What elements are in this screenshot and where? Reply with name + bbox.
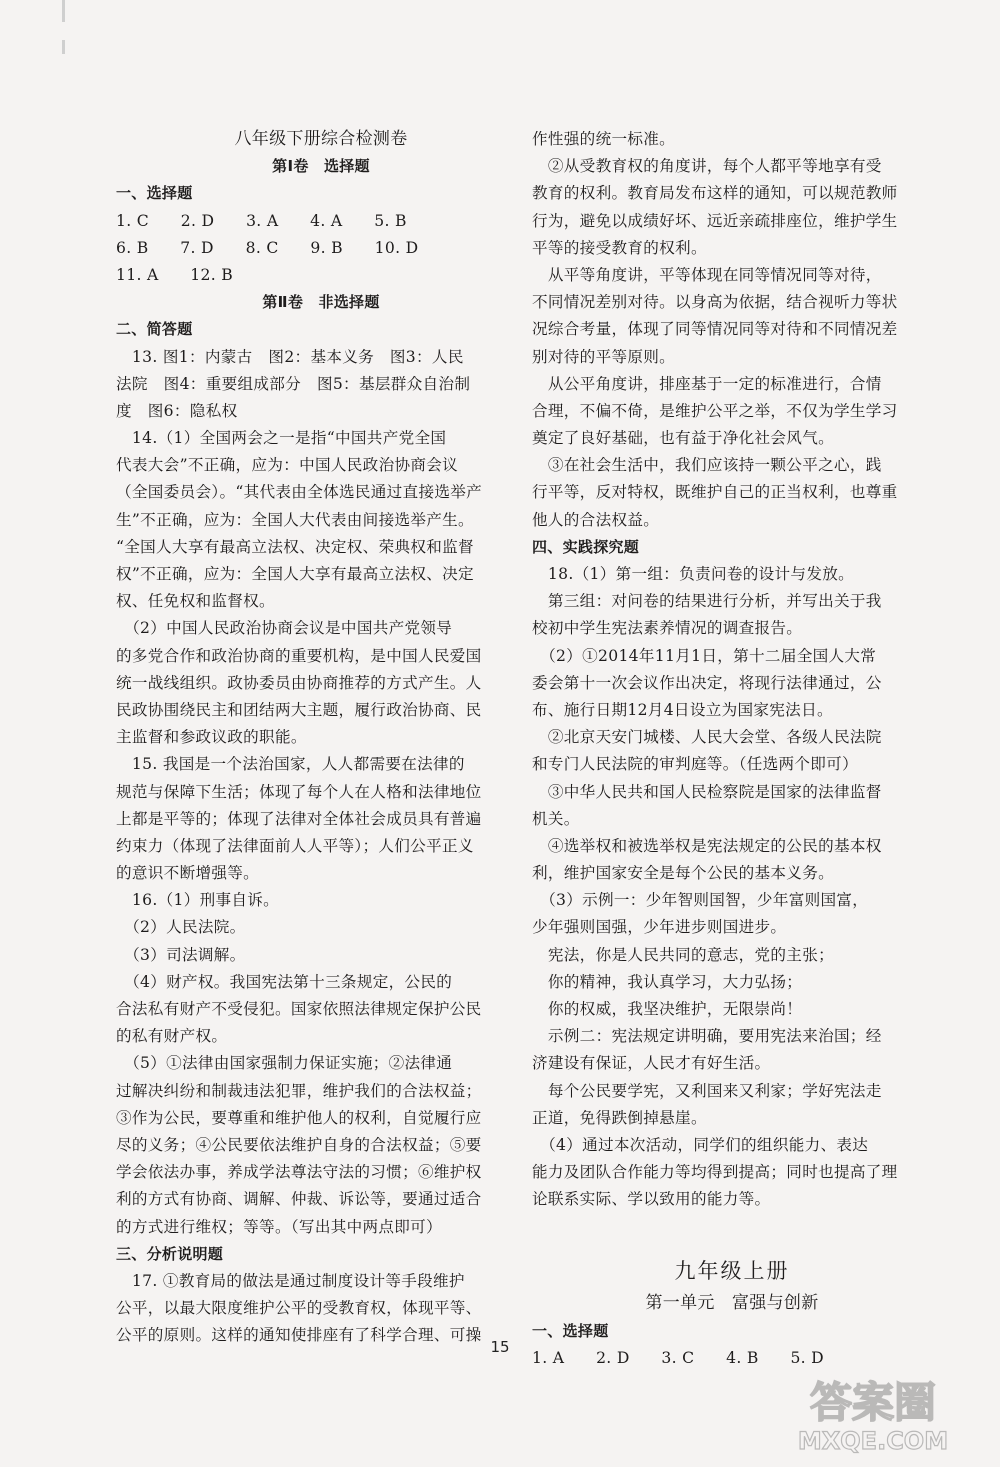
text-line: ③中华人民共和国人民检察院是国家的法律监督 xyxy=(532,782,882,801)
text-line: 主监督和参政议政的职能。 xyxy=(116,728,307,747)
text-line: 11. A 12. B xyxy=(116,265,234,284)
section-heading: 一、选择题 xyxy=(532,1321,609,1340)
text-line: 公平的原则。这样的通知使排座有了科学合理、可操 xyxy=(116,1326,482,1345)
text-line: 行平等，反对特权，既维护自己的正当权利，也尊重 xyxy=(532,483,898,502)
text-line: 合理，不偏不倚，是维护公平之举，不仅为学生学习 xyxy=(532,401,898,420)
text-line: 规范与保障下生活；体现了每个人在人格和法律地位 xyxy=(116,782,482,801)
text-line: 1. A 2. D 3. C 4. B 5. D xyxy=(532,1348,824,1367)
scan-edge-mark xyxy=(62,0,65,22)
text-line: 生”不正确，应为：全国人大代表由间接选举产生。 xyxy=(116,510,474,529)
text-line: 6. B 7. D 8. C 9. B 10. D xyxy=(116,238,419,257)
text-line: 的多党合作和政治协商的重要机构，是中国人民爱国 xyxy=(116,646,482,665)
text-line: （3）司法调解。 xyxy=(116,945,246,964)
text-line: 别对待的平等原则。 xyxy=(532,347,676,366)
text-line: 的私有财产权。 xyxy=(116,1027,228,1046)
text-line: 教育的权利。教育局发布这样的通知，可以规范教师 xyxy=(532,184,898,203)
text-line: 度 图6：隐私权 xyxy=(116,401,238,420)
text-line: 18.（1）第一组：负责问卷的设计与发放。 xyxy=(532,565,855,583)
text-line: 不同情况差别对待。以身高为依据，结合视听力等状 xyxy=(532,293,898,312)
section-heading: 第一单元 富强与创新 xyxy=(645,1292,819,1313)
section-heading: 第Ⅱ卷 非选择题 xyxy=(262,293,380,312)
text-line: 15. 我国是一个法治国家，人人都需要在法律的 xyxy=(116,755,465,774)
text-line: 作性强的统一标准。 xyxy=(532,130,676,148)
text-line: 能力及团队合作能力等均得到提高；同时也提高了理 xyxy=(532,1163,898,1182)
text-line: 权、任免权和监督权。 xyxy=(116,592,275,611)
text-line: （2）①2014年11月1日，第十二届全国人大常 xyxy=(532,646,877,665)
text-line: 公平，以最大限度维护公平的受教育权，体现平等、 xyxy=(116,1299,482,1318)
text-line: ②从受教育权的角度讲，每个人都平等地享有受 xyxy=(532,157,882,176)
section-heading: 二、简答题 xyxy=(116,320,193,339)
text-line: 代表大会”不正确，应为：中国人民政治协商会议 xyxy=(116,456,459,475)
text-line: 布、施行日期12月4日设立为国家宪法日。 xyxy=(532,700,833,719)
watermark-top-text: 答案圈 xyxy=(809,1378,937,1427)
scan-edge-mark xyxy=(62,40,65,54)
text-line: （4）通过本次活动，同学们的组织能力、表达 xyxy=(532,1135,869,1154)
text-line: 学会依法办事，养成学法尊法守法的习惯；⑥维护权 xyxy=(116,1163,482,1182)
text-line: （全国委员会）。“其代表由全体选民通过直接选举产 xyxy=(116,483,483,502)
page-number: 15 xyxy=(490,1338,510,1356)
text-line: 行为，避免以成绩好坏、远近亲疏排座位，维护学生 xyxy=(532,211,898,230)
text-line: 宪法，你是人民共同的意志，党的主张； xyxy=(532,945,834,964)
section-heading: 八年级下册综合检测卷 xyxy=(234,129,408,149)
text-line: 法院 图4：重要组成部分 图5：基层群众自治制 xyxy=(116,374,471,393)
text-line: 14.（1）全国两会之一是指“中国共产党全国 xyxy=(116,429,447,448)
text-line: 合法私有财产不受侵犯。国家依照法律规定保护公民 xyxy=(116,1000,482,1018)
text-line: 权”不正确，应为：全国人大享有最高立法权、决定 xyxy=(116,565,474,583)
watermark-bottom-text: MXQE.COM xyxy=(797,1427,949,1455)
spacer xyxy=(532,1214,932,1254)
text-line: 平等的接受教育的权利。 xyxy=(532,238,707,257)
text-line: 的意识不断增强等。 xyxy=(116,864,260,883)
section-heading: 三、分析说明题 xyxy=(116,1244,224,1263)
left-column xyxy=(116,126,526,1349)
text-line: 况综合考量，体现了同等情况同等对待和不同情况差 xyxy=(532,320,898,339)
text-line: 机关。 xyxy=(532,809,580,828)
text-line: 济建设有保证，人民才有好生活。 xyxy=(532,1054,771,1073)
text-line: 尽的义务；④公民要依法维护自身的合法权益；⑤要 xyxy=(116,1135,482,1154)
text-line: 和专门人民法院的审判庭等。（任选两个即可） xyxy=(532,755,858,774)
text-line: ②北京天安门城楼、人民大会堂、各级人民法院 xyxy=(532,728,882,747)
text-line: （2）人民法院。 xyxy=(116,918,246,937)
text-line: 从平等角度讲，平等体现在同等情况同等对待， xyxy=(532,265,882,284)
text-line: 1. C 2. D 3. A 4. A 5. B xyxy=(116,211,407,230)
section-heading: 一、选择题 xyxy=(116,184,193,203)
right-column xyxy=(532,126,932,1372)
text-line: 每个公民要学宪，又利国来又利家；学好宪法走 xyxy=(532,1081,882,1100)
section-heading: 九年级上册 xyxy=(674,1258,790,1283)
watermark-logo xyxy=(768,1369,978,1457)
text-line: 17. ①教育局的做法是通过制度设计等手段维护 xyxy=(116,1271,465,1290)
text-line: （2）中国人民政治协商会议是中国共产党领导 xyxy=(116,619,453,638)
text-line: 约束力（体现了法律面前人人平等）；人们公平正义 xyxy=(116,836,474,855)
text-line: 从公平角度讲，排座基于一定的标准进行，合情 xyxy=(532,374,882,393)
text-line: ③作为公民，要尊重和维护他人的权利，自觉履行应 xyxy=(116,1108,482,1127)
text-line: （4）财产权。我国宪法第十三条规定，公民的 xyxy=(116,972,453,991)
section-heading: 四、实践探究题 xyxy=(532,537,640,556)
text-line: 他人的合法权益。 xyxy=(532,510,660,529)
text-line: 你的权威，我坚决维护，无限崇尚！ xyxy=(532,1000,803,1018)
text-line: 你的精神，我认真学习，大力弘扬； xyxy=(532,972,803,991)
text-line: （3）示例一：少年智则国智，少年富则国富， xyxy=(532,891,869,910)
text-line: 13. 图1：内蒙古 图2：基本义务 图3：人民 xyxy=(116,347,464,366)
text-line: 第三组：对问卷的结果进行分析，并写出关于我 xyxy=(532,592,882,611)
text-line: 的方式进行维权；等等。（写出其中两点即可） xyxy=(116,1217,442,1236)
text-line: 少年强则国强，少年进步则国进步。 xyxy=(532,918,787,937)
text-line: 16.（1）刑事自诉。 xyxy=(116,891,280,910)
text-line: 民政协围绕民主和团结两大主题，履行政治协商、民 xyxy=(116,700,482,719)
text-line: 利，维护国家安全是每个公民的基本义务。 xyxy=(532,864,834,883)
text-line: 示例二：宪法规定讲明确，要用宪法来治国；经 xyxy=(532,1027,882,1046)
text-line: ③在社会生活中，我们应该持一颗公平之心，践 xyxy=(532,456,882,475)
text-line: 奠定了良好基础，也有益于净化社会风气。 xyxy=(532,429,834,448)
section-heading: 第Ⅰ卷 选择题 xyxy=(272,157,370,176)
text-line: 正道，免得跌倒掉悬崖。 xyxy=(532,1108,707,1127)
text-line: “全国人大享有最高立法权、决定权、荣典权和监督 xyxy=(116,537,474,556)
text-line: 委会第十一次会议作出决定，将现行法律通过，公 xyxy=(532,673,882,692)
text-line: 校初中学生宪法素养情况的调查报告。 xyxy=(532,619,803,638)
text-line: 上都是平等的；体现了法律对全体社会成员具有普遍 xyxy=(116,809,482,828)
text-line: 过解决纠纷和制裁违法犯罪，维护我们的合法权益； xyxy=(116,1081,482,1100)
text-line: （5）①法律由国家强制力保证实施；②法律通 xyxy=(116,1054,453,1073)
text-line: 论联系实际、学以致用的能力等。 xyxy=(532,1190,771,1209)
text-line: 利的方式有协商、调解、仲裁、诉讼等，要通过适合 xyxy=(116,1190,482,1209)
text-line: ④选举权和被选举权是宪法规定的公民的基本权 xyxy=(532,836,882,855)
text-line: 统一战线组织。政协委员由协商推荐的方式产生。人 xyxy=(116,673,482,692)
